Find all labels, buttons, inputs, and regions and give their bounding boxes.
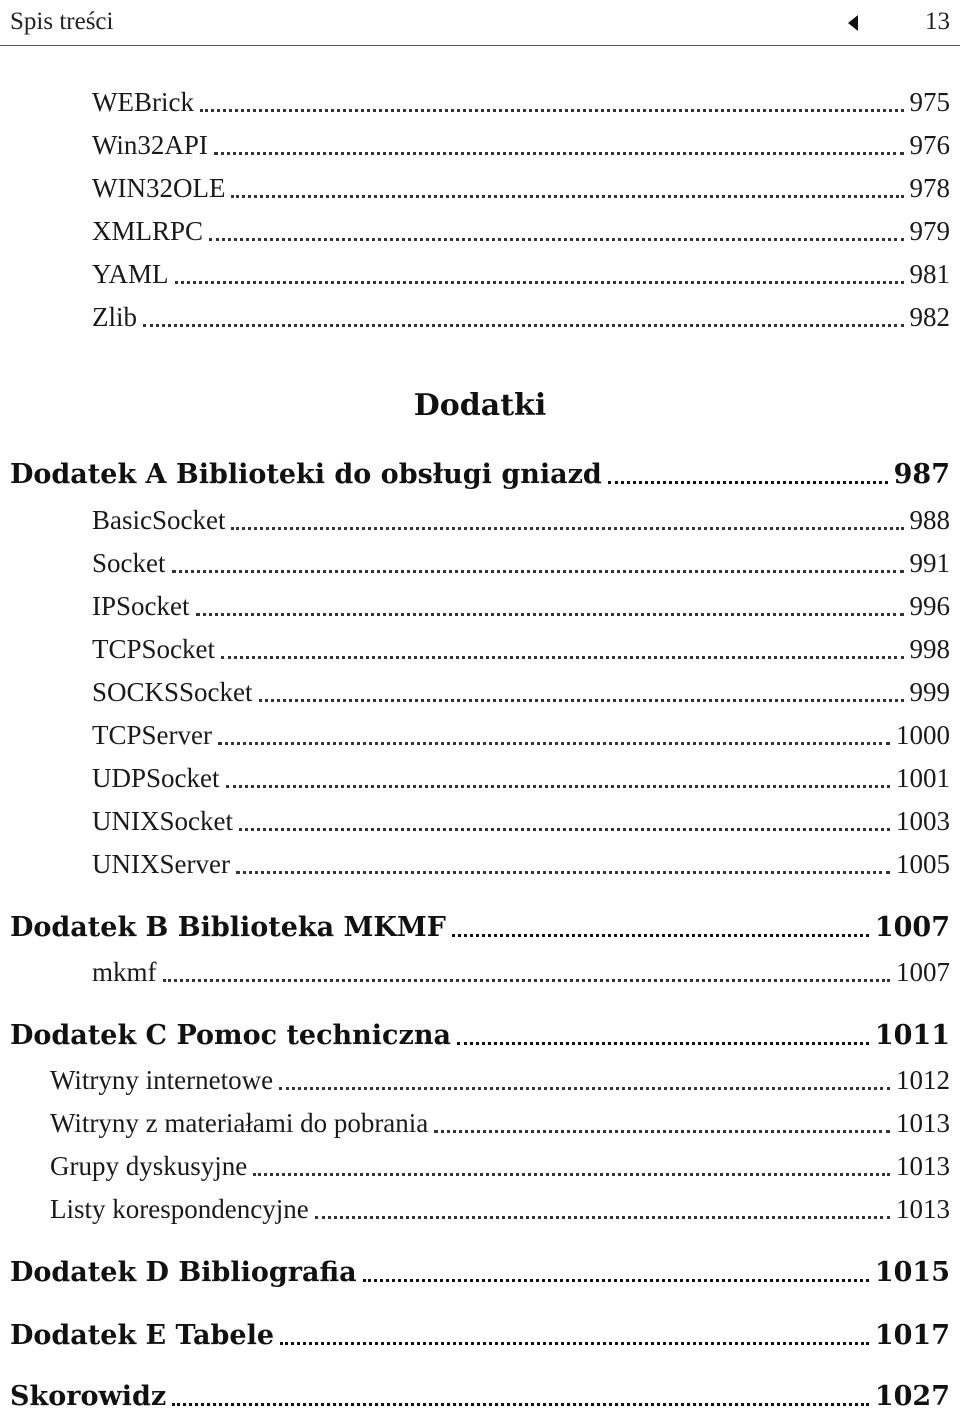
dot-leader (231, 527, 903, 530)
toc-chapter-page: 1017 (874, 1320, 950, 1351)
toc-entry-page: 1012 (896, 1065, 950, 1095)
toc-entry[interactable] (92, 719, 950, 751)
toc-entry-label: TCPSocket (92, 634, 216, 664)
toc-entry[interactable] (92, 86, 950, 118)
toc-entry-label: Win32API (92, 130, 208, 160)
toc-entry-label: IPSocket (92, 591, 190, 621)
toc-chapter[interactable] (10, 1319, 950, 1351)
toc-entry-label: XMLRPC (92, 216, 204, 246)
toc-entry[interactable] (50, 1193, 950, 1225)
toc-entry-label: WEBrick (92, 87, 194, 117)
toc-entry[interactable] (92, 762, 950, 794)
toc-chapter-label: Dodatek A Biblioteki do obsługi gniazd (10, 459, 602, 490)
toc-entry[interactable] (92, 956, 950, 988)
toc-chapter-label: Dodatek B Biblioteka MKMF (10, 912, 446, 943)
dot-leader (172, 570, 904, 573)
dot-leader (236, 871, 890, 874)
dot-leader (315, 1216, 890, 1219)
dot-leader (434, 1130, 890, 1133)
toc-entry[interactable] (92, 504, 950, 536)
page-number: 13 (925, 8, 950, 35)
dot-leader (239, 828, 890, 831)
dot-leader (231, 195, 903, 198)
toc-entry-label: WIN32OLE (92, 173, 226, 203)
toc-entry[interactable] (50, 1150, 950, 1182)
toc-entry-page: 979 (909, 216, 950, 246)
toc-entry[interactable] (92, 258, 950, 290)
dot-leader (218, 742, 890, 745)
dot-leader (259, 699, 904, 702)
toc-entry-page: 998 (909, 634, 950, 664)
toc-entry[interactable] (92, 848, 950, 880)
toc-entry-page: 991 (909, 548, 950, 578)
toc-entry-label: Zlib (92, 302, 137, 332)
toc-entry-page: 978 (909, 173, 950, 203)
toc-entry-label: Socket (92, 548, 166, 578)
toc-entry-page: 999 (909, 677, 950, 707)
toc-entry-label: SOCKSSocket (92, 677, 253, 707)
dot-leader (226, 785, 891, 788)
toc-entry-label: YAML (92, 259, 169, 289)
toc-entry-page: 996 (909, 591, 950, 621)
toc-chapter[interactable] (10, 1256, 950, 1288)
dot-leader (457, 1042, 869, 1045)
toc-chapter[interactable] (10, 911, 950, 943)
dot-leader (221, 656, 903, 659)
toc-chapter-label: Dodatek D Bibliografia (10, 1257, 357, 1288)
toc-entry[interactable] (92, 129, 950, 161)
toc-entry-label: Grupy dyskusyjne (50, 1151, 248, 1181)
toc-entry[interactable] (92, 676, 950, 708)
toc-entry[interactable] (92, 590, 950, 622)
toc-entry-page: 1013 (896, 1108, 950, 1138)
toc-chapter-label: Dodatek C Pomoc techniczna (10, 1020, 451, 1051)
toc-chapter[interactable] (10, 458, 950, 490)
toc-entry-label: UNIXSocket (92, 806, 233, 836)
toc-chapter-page: 987 (893, 459, 950, 490)
dot-leader (608, 481, 888, 484)
toc-entry[interactable] (92, 805, 950, 837)
toc-entry-page: 1007 (896, 957, 950, 987)
dot-leader (209, 238, 903, 241)
toc-chapter[interactable] (10, 1019, 950, 1051)
toc-entry[interactable] (92, 215, 950, 247)
dot-leader (363, 1279, 869, 1282)
toc-entry-page: 1000 (896, 720, 950, 750)
toc-entry[interactable] (92, 301, 950, 333)
toc-entry-label: BasicSocket (92, 505, 226, 535)
toc-entry-page: 1013 (896, 1151, 950, 1181)
dot-leader (200, 109, 904, 112)
dot-leader (214, 152, 904, 155)
toc-entry-label: TCPServer (92, 720, 212, 750)
toc-entry-page: 988 (909, 505, 950, 535)
toc-chapter-page: 1011 (874, 1020, 950, 1051)
toc-entry-label: mkmf (92, 957, 157, 987)
dot-leader (175, 281, 904, 284)
dot-leader (196, 613, 904, 616)
toc-entry-page: 976 (909, 130, 950, 160)
toc-entry-label: UDPSocket (92, 763, 220, 793)
dot-leader (253, 1173, 890, 1176)
dot-leader (143, 324, 904, 327)
toc-chapter-page: 1015 (874, 1257, 950, 1288)
toc-chapter-label: Dodatek E Tabele (10, 1320, 275, 1351)
toc-entry-page: 981 (909, 259, 950, 289)
toc-entry[interactable] (92, 547, 950, 579)
toc-entry[interactable] (92, 633, 950, 665)
toc-entry-page: 1001 (896, 763, 950, 793)
section-title: Spis treści (10, 8, 114, 35)
toc-entry-page: 975 (909, 87, 950, 117)
toc-chapter[interactable] (10, 1380, 950, 1412)
toc-chapter-page: 1027 (874, 1381, 950, 1412)
dot-leader (280, 1342, 869, 1345)
dot-leader (279, 1087, 890, 1090)
toc-entry-page: 1005 (896, 849, 950, 879)
toc-entry-label: Witryny z materiałami do pobrania (50, 1108, 429, 1138)
dot-leader (452, 934, 869, 937)
toc-chapter-page: 1007 (874, 912, 950, 943)
dot-leader (163, 979, 891, 982)
toc-entry-page: 1013 (896, 1194, 950, 1224)
toc-chapter-label: Skorowidz (10, 1381, 167, 1412)
toc-entry-label: UNIXServer (92, 849, 230, 879)
toc-entry-label: Witryny internetowe (50, 1065, 274, 1095)
toc-entry[interactable] (92, 172, 950, 204)
toc-entry[interactable] (50, 1107, 950, 1139)
toc-entry[interactable] (50, 1064, 950, 1096)
toc-entry-page: 1003 (896, 806, 950, 836)
toc-entry-label: Listy korespondencyjne (50, 1194, 309, 1224)
toc-entry-page: 982 (909, 302, 950, 332)
dot-leader (172, 1403, 869, 1406)
part-title: Dodatki (413, 388, 547, 423)
